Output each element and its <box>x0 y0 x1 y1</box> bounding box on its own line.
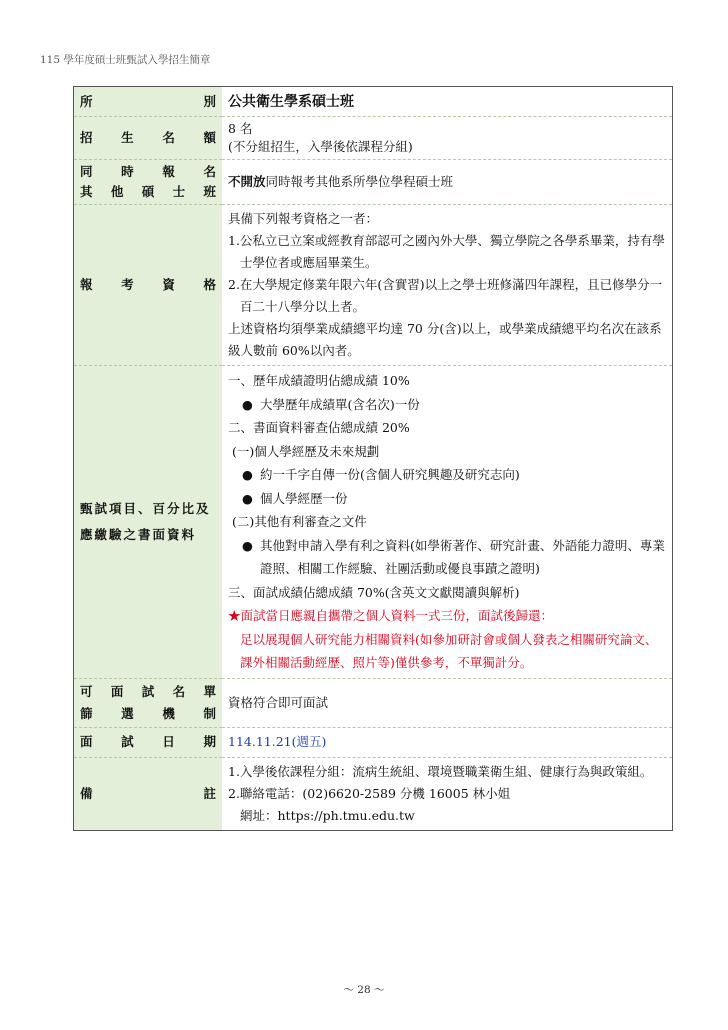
admission-table <box>73 86 673 831</box>
table-row <box>74 205 673 366</box>
interview-notice: ★面試當日應親自攜帶之個人資料一式三份，面試後歸還： <box>228 608 554 623</box>
concurrent-value: 不開放同時報考其他系所學位學程碩士班 <box>222 160 673 205</box>
bullet-icon: ● <box>242 467 253 482</box>
table-row <box>74 366 673 679</box>
dept-value: 公共衛生學系碩士班 <box>228 93 354 110</box>
list-item: ● 大學歷年成績單(含名次)一份 <box>228 393 666 417</box>
exam-value: 一、歷年成績證明佔總成績 10% ● 大學歷年成績單(含名次)一份 二、書面資料審查佔總成績 20% (一)個人學經歷及未來規劃 ● 約一千字自傳一份(含個人研究興趣及研究志向) ● 個人學經歷一份 (二)其他有利審查之文件 ● 其他對申請入學有利之資料(如學術著作、研究計畫、外語能力證明、專業證照、相關工作經驗、社團活動或優良事蹟之證明) 三、面試成績佔總成績 70%(含英文文獻閱讀與解析) ★面試當日應親自攜帶之個人資料一式三份，面試後歸還： 足以展現個人研究能力相關資料(如參加研討會或個人發表之相關研究論文、課外相關活動經歷、照片等)僅供參考，不單獨計分。 <box>222 366 673 679</box>
list-item: ● 約一千字自傳一份(含個人研究興趣及研究志向) <box>228 463 666 487</box>
bullet-icon: ● <box>242 396 253 412</box>
row-label-concurrent: 同 時 報 名 其 他 碩 士 班 <box>74 160 223 205</box>
table-row <box>74 117 673 160</box>
table-row <box>74 160 673 205</box>
row-label-quota: 招 生 名 額 <box>74 117 223 160</box>
table-row <box>74 757 673 830</box>
table-row <box>74 727 673 757</box>
row-label-dept: 所 別 <box>74 87 223 117</box>
document-header: 115 學年度碩士班甄試入學招生簡章 <box>40 54 211 66</box>
website-link: 網址：https://ph.tmu.edu.tw <box>240 807 415 823</box>
row-label-interview-date: 面 試 日 期 <box>74 727 223 757</box>
interview-rule-value: 資格符合即可面試 <box>222 678 673 727</box>
row-label-remarks: 備 註 <box>74 757 223 830</box>
interview-notice-detail: 足以展現個人研究能力相關資料(如參加研討會或個人發表之相關研究論文、課外相關活動經歷、照片等)僅供參考，不單獨計分。 <box>240 631 658 670</box>
table-row <box>74 87 673 117</box>
eligibility-value: 具備下列報考資格之一者： 1.公私立已立案或經教育部認可之國內外大學、獨立學院之各學系畢業，持有學士學位者或應屆畢業生。 2.在大學規定修業年限六年(含實習)以上之學士班修滿四年課程，且已修學分一百二十八學分以上者。 上述資格均須學業成績總平均達 70 分(含)以上，或學業成績總平均名次在該系級人數前 60%以內者。 <box>222 205 673 366</box>
row-label-eligibility: 報 考 資 格 <box>74 205 223 366</box>
bullet-icon: ● <box>242 490 253 506</box>
list-item: ● 個人學經歷一份 <box>228 487 666 511</box>
list-item: ● 其他對申請入學有利之資料(如學術著作、研究計畫、外語能力證明、專業證照、相關工作經驗、社團活動或優良事蹟之證明) <box>228 534 666 581</box>
interview-date-value: 114.11.21(週五) <box>222 727 673 757</box>
row-label-exam: 甄試項目、百分比及 應繳驗之書面資料 <box>74 366 223 679</box>
page-number: ～ 28 ～ <box>343 984 385 996</box>
remarks-value: 1.入學後依課程分組：流病生統組、環境暨職業衛生組、健康行為與政策組。 2.聯絡電話：(02)6620-2589 分機 16005 林小姐 網址：https://ph.tmu.edu.tw <box>222 757 673 830</box>
quota-value: 8 名 (不分組招生，入學後依課程分組) <box>222 117 673 160</box>
bullet-icon: ● <box>242 537 253 553</box>
table-row <box>74 678 673 727</box>
row-label-interview-rule: 可 面 試 名 單 篩 選 機 制 <box>74 678 223 727</box>
